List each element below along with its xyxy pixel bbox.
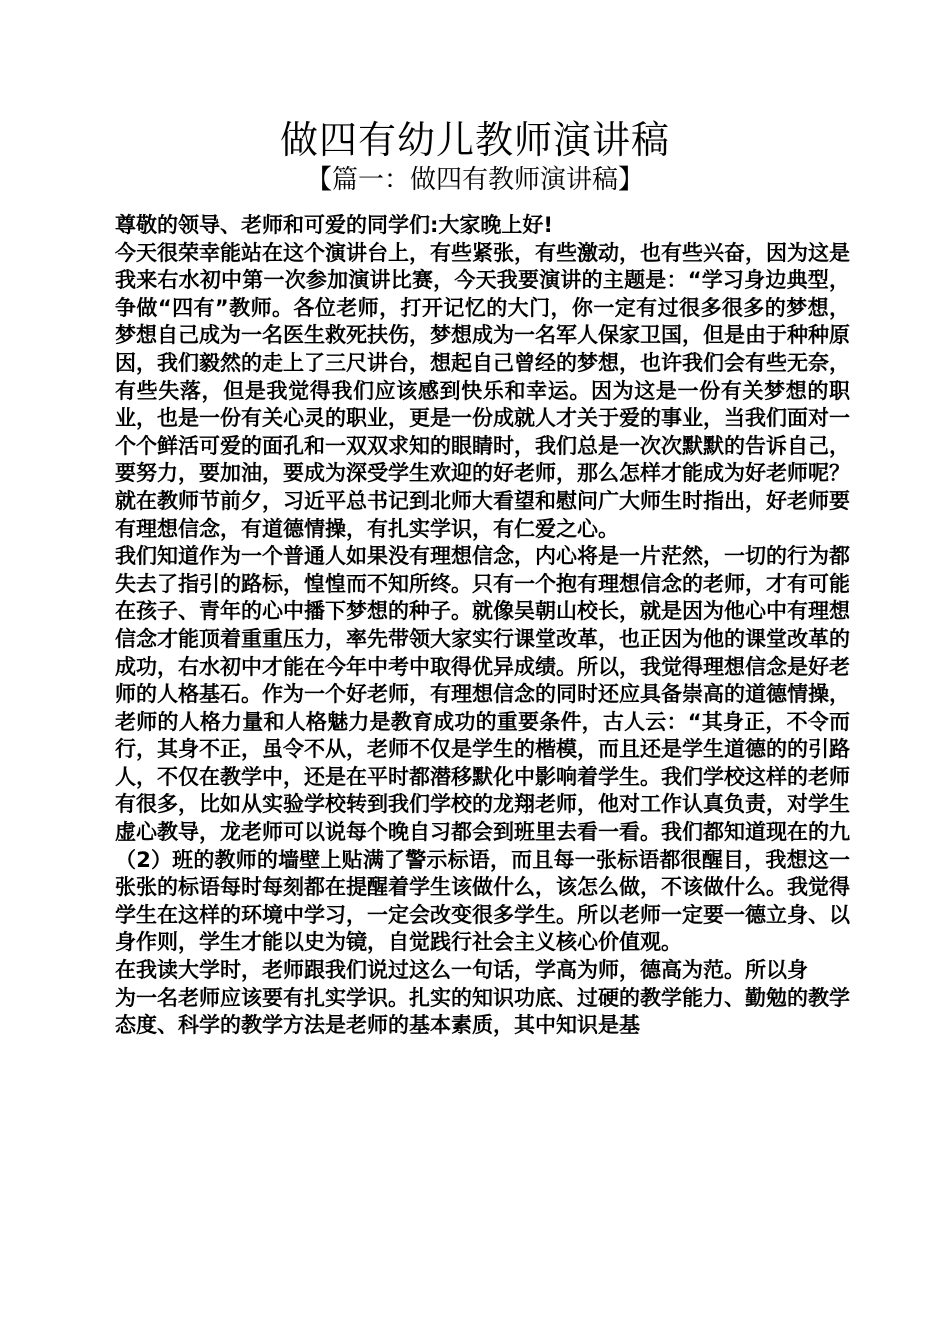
document-title: 做四有幼儿教师演讲稿 xyxy=(279,118,670,162)
paragraph: 尊敬的领导、老师和可爱的同学们:大家晚上好! xyxy=(115,213,553,237)
document-body xyxy=(115,212,850,1040)
paragraph: 在我读大学时，老师跟我们说过这么一句话，学高为师，德高为范。所以身 xyxy=(115,958,808,983)
paragraph: 今天很荣幸能站在这个演讲台上，有些紧张，有些激动，也有些兴奋，因为这是我来右水初中第一次参加演讲比赛，今天我要演讲的主题是：“学习身边典型，争做“四有”教师。各位老师，打开记忆的大门，你一定有过很多很多的梦想，梦想自己成为一名医生救死扶伤，梦想成为一名军人保家卫国，但是由于种种原因，我们毅然的走上了三尺讲台，想起自己曾经的梦想，也许我们会有些无奈，有些失落，但是我觉得我们应该感到快乐和幸运。因为这是一份有关梦想的职业，也是一份有关心灵的职业，更是一份成就人才关于爱的事业，当我们面对一个个鲜活可爱的面孔和一双双求知的眼睛时，我们总是一次次默默的告诉自己，要努力，要加油，要成为深受学生欢迎的好老师，那么怎样才能成为好老师呢？就在教师节前夕，习近平总书记到北师大看望和慰问广大师生时指出，好老师要有理想信念，有道德情操，有扎实学识，有仁爱之心。 xyxy=(115,240,850,541)
paragraph: 我们知道作为一个普通人如果没有理想信念，内心将是一片茫然，一切的行为都失去了指引的路标，惶惶而不知所终。只有一个抱有理想信念的老师，才有可能在孩子、青年的心中播下梦想的种子。就像吴朝山校长，就是因为他心中有理想信念才能顶着重重压力，率先带领大家实行课堂改革，也正因为他的课堂改革的成功，右水初中才能在今年中考中取得优异成绩。所以，我觉得理想信念是好老师的人格基石。作为一个好老师，有理想信念的同时还应具备崇高的道德情操，老师的人格力量和人格魅力是教育成功的重要条件，古人云：“其身正，不令而行，其身不正，虽令不从，老师不仅是学生的楷模，而且还是学生道德的的引路人，不仅在教学中，还是在平时都潜移默化中影响着学生。我们学校这样的老师有很多，比如从实验学校转到我们学校的龙翔老师，他对工作认真负责，对学生虚心教导，龙老师可以说每个晚自习都会到班里去看一看。我们都知道现在的九（2）班的教师的墙壁上贴满了警示标语，而且每一张标语都很醒目，我想这一张张的标语每时每刻都在提醒着学生该做什么，该怎么做，不该做什么。我觉得学生在这样的环境中学习，一定会改变很多学生。所以老师一定要一德立身、以身作则，学生才能以史为镜，自觉践行社会主义核心价值观。 xyxy=(115,544,850,955)
paragraph: 为一名老师应该要有扎实学识。扎实的知识功底、过硬的教学能力、勤勉的教学态度、科学的教学方法是老师的基本素质，其中知识是基 xyxy=(115,985,850,1038)
document-subtitle: 【篇一：做四有教师演讲稿】 xyxy=(305,165,644,195)
